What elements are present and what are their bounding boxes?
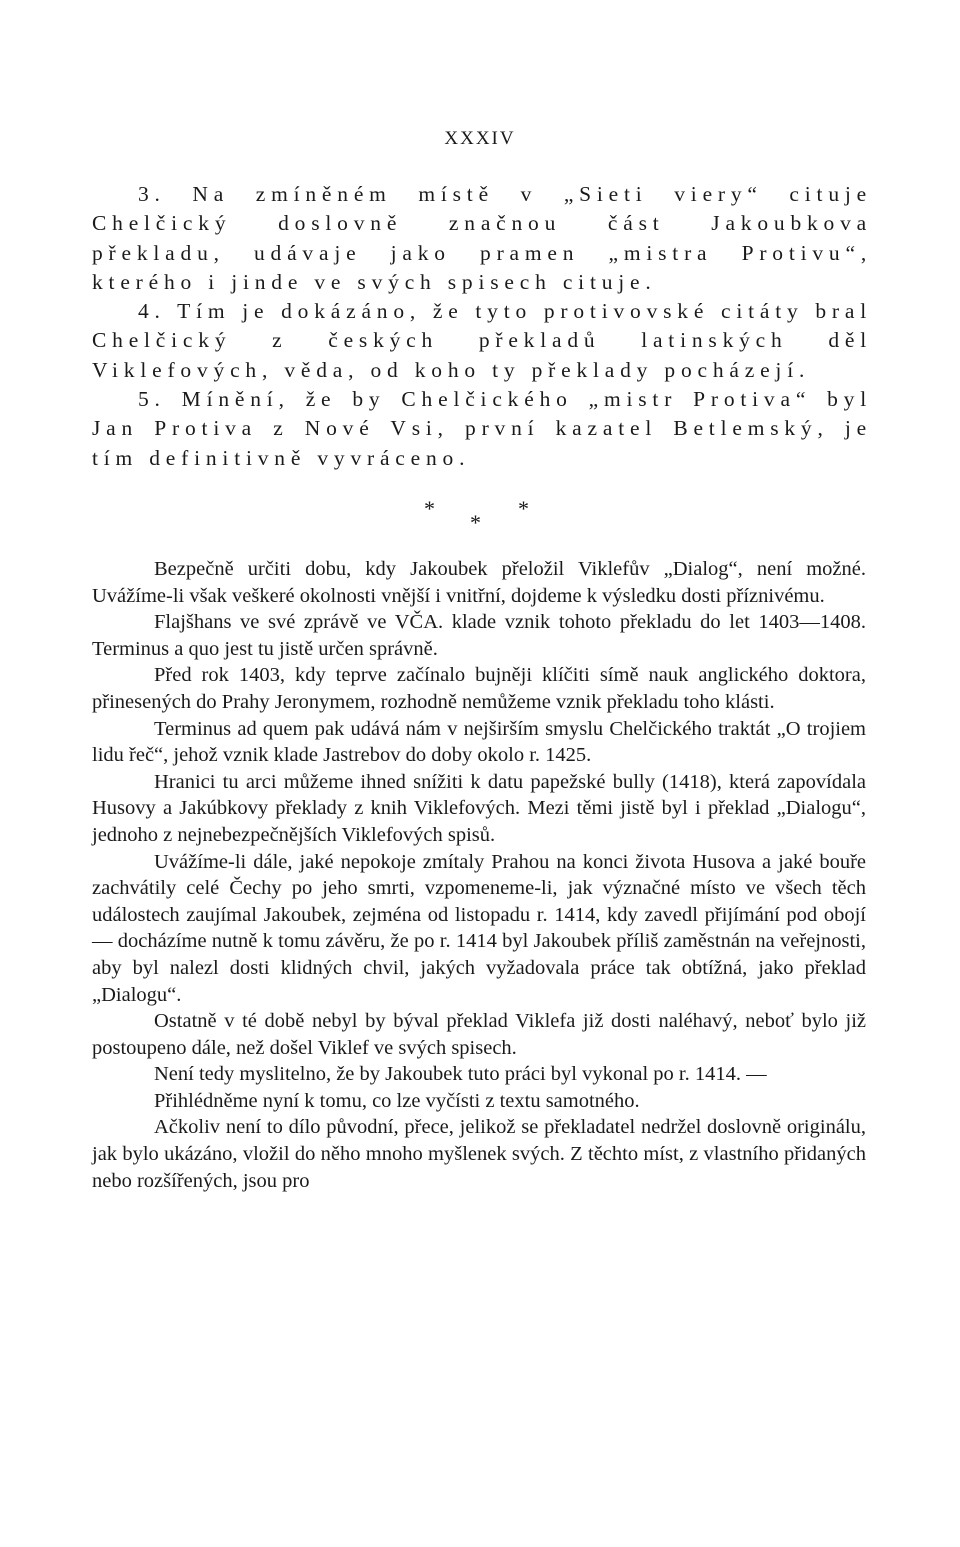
body-paragraph: Terminus ad quem pak udává nám v nejširším smyslu Chelčického traktát „O trojiem lidu řeč“, jehož vznik klade Jastrebov do doby okolo r. 1425.: [92, 717, 866, 767]
body-paragraph: Před rok 1403, kdy teprve začínalo bujněji klíčiti símě nauk anglického doktora, přinesených do Prahy Jeronymem, rozhodně nemůžeme vznik překladu toho klásti.: [92, 664, 866, 713]
body-paragraph: Uvážíme-li dále, jaké nepokoje zmítaly Prahou na konci života Husova a jaké bouře zachvátily celé Čechy po jeho smrti, vzpomeneme-li, jak význačné místo ve všech těch událostech zaujímal Jakoubek, zejména od listopadu r. 1414, kdy zavedl přijímání pod obojí — docházíme nutně k tomu závěru, že po r. 1414 byl Jakoubek příliš zaměstnán na veřejnosti, aby byl nalezl dosti klidných chvil, jakých vyžadovala práce tak obtížná, jako překlad „Dialogu“.: [92, 850, 866, 1006]
body-text: [92, 556, 866, 1194]
body-paragraph: Flajšhans ve své zprávě ve VČA. klade vznik tohoto překladu do let 1403—1408. Terminus a quo jest tu jistě určen správně.: [92, 611, 866, 660]
conclusion-3: 3. Na zmíněném místě v „Sieti viery“ cituje Chelčický doslovně značnou část Jakoubkova překladu, udávaje jako pramen „mistra Protivu“, kterého i jinde ve svých spisech cituje.: [92, 182, 872, 294]
separator-star: *: [424, 496, 435, 521]
conclusion-5: 5. Mínění, že by Chelčického „mistr Protiva“ byl Jan Protiva z Nové Vsi, první kazatel Betlemský, je tím definitivně vyvráceno.: [92, 387, 872, 470]
body-paragraph: Není tedy myslitelno, že by Jakoubek tuto práci byl vykonal po r. 1414. —: [154, 1063, 767, 1086]
section-separator: [0, 496, 960, 536]
body-paragraph: Bezpečně určiti dobu, kdy Jakoubek přeložil Viklefův „Dialog“, není možné. Uvážíme-li však veškeré okolnosti vnější i vnitřní, dojdeme k výsledku dosti příznivému.: [92, 558, 866, 607]
body-paragraph: Ačkoliv není to dílo původní, přece, jelikož se překladatel nedržel doslovně originálu, jak bylo ukázáno, vložil do něho mnoho myšlenek svých. Z těchto míst, z vlastního přidaných nebo rozšířených, jsou pro: [92, 1116, 866, 1192]
separator-star: *: [518, 496, 529, 521]
body-paragraph: Ostatně v té době nebyl by býval překlad Viklefa již dosti naléhavý, neboť bylo již postoupeno dále, než došel Viklef ve svých spisech.: [92, 1010, 866, 1059]
separator-star: *: [470, 510, 481, 535]
conclusion-4: 4. Tím je dokázáno, že tyto protivovské citáty bral Chelčický z českých překladů latinských děl Viklefových, věda, od koho ty překlady pocházejí.: [92, 299, 872, 382]
body-paragraph: Přihlédněme nyní k tomu, co lze vyčísti z textu samotného.: [154, 1089, 640, 1112]
numbered-conclusions: [92, 180, 872, 473]
body-paragraph: Hranici tu arci můžeme ihned snížiti k datu papežské bully (1418), která zapovídala Husovy a Jakúbkovy překlady z knih Viklefových. Mezi těmi jistě byl i překlad „Dialogu“, jednoho z nejnebezpečnějších Viklefových spisů.: [92, 770, 866, 846]
page-number: XXXIV: [444, 128, 516, 149]
